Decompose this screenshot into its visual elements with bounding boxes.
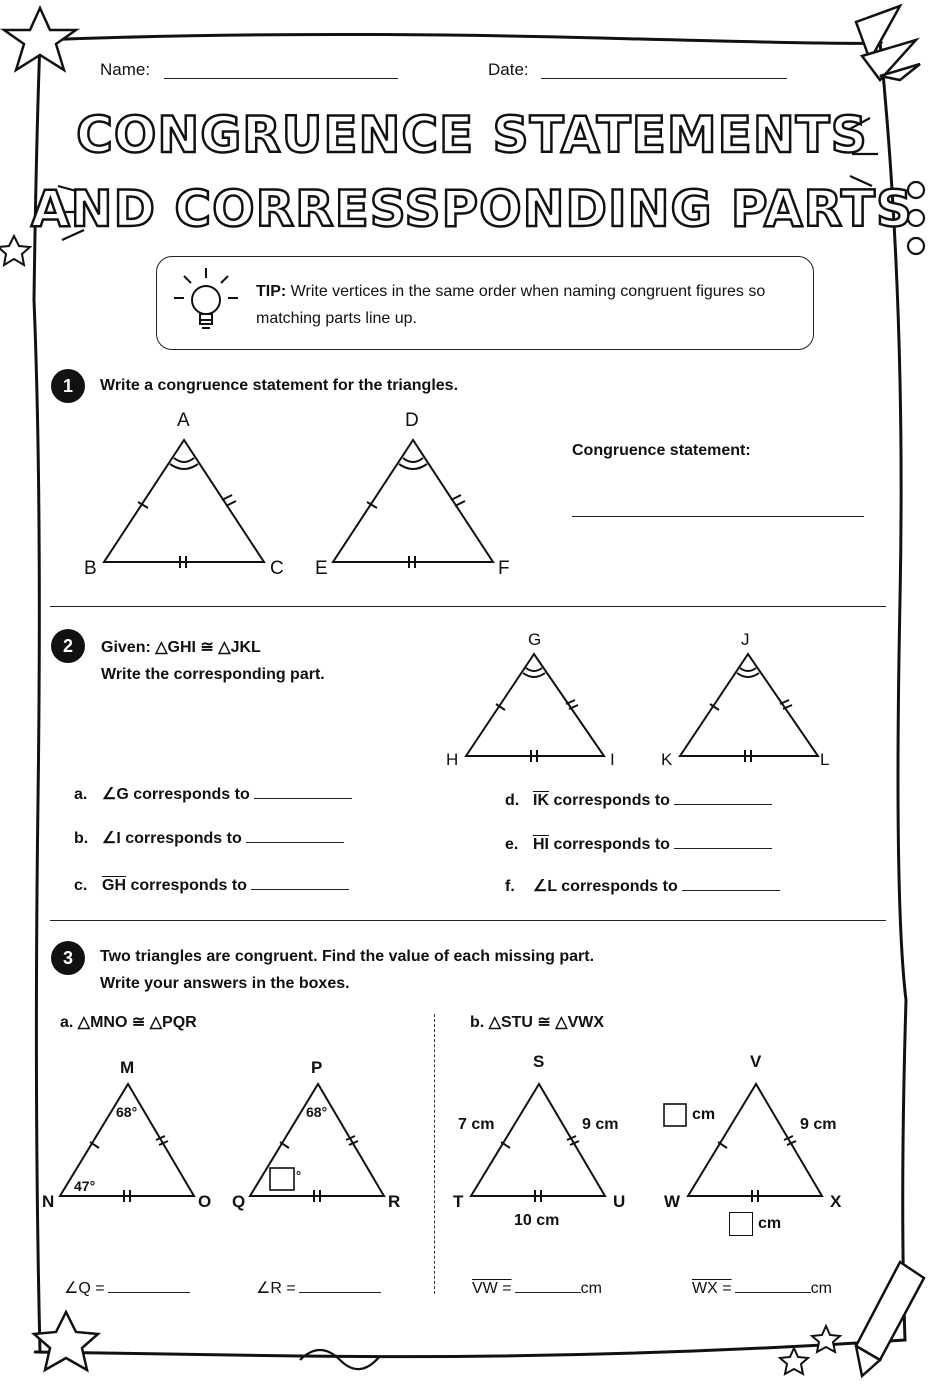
pencil-doodle [856,1262,924,1376]
vertex-s: S [533,1052,545,1071]
divider [50,920,886,921]
item-d: d. $\overline{IK}$ corresponds to [505,790,772,810]
vertex-r: R [388,1192,401,1211]
vertex-c: C [270,558,284,579]
answer-vw: VW = cm [472,1280,602,1297]
vertex-v: V [750,1052,762,1071]
question-1-number: 1 [51,369,85,403]
name-field[interactable] [164,78,398,79]
vertex-q: Q [232,1192,246,1211]
date-label: Date: [488,60,529,79]
vertex-d: D [405,410,419,431]
side-vx-value: 9 cm [800,1116,837,1133]
answer-angle-r-field[interactable] [299,1278,381,1293]
vertex-j: J [741,630,750,649]
vertex-a: A [177,410,190,431]
page-title-line2: AND CORRESSPONDING PARTS [30,180,914,238]
vertex-k: K [661,750,673,769]
side-st-value: 7 cm [458,1116,495,1133]
vertex-w: W [664,1192,681,1211]
vertex-g: G [528,630,542,649]
answer-vw-field[interactable] [515,1278,581,1293]
part-b-label: b. △STU ≅ △VWX [470,1014,605,1031]
item-b: b. ∠I corresponds to [74,828,344,848]
part-a-label: a. △MNO ≅ △PQR [60,1014,197,1031]
answer-field-c[interactable] [251,875,349,890]
question-2-triangles [440,630,850,780]
question-2-prompt: Write the corresponding part. [101,666,325,683]
vertex-o: O [198,1192,212,1211]
answer-field-d[interactable] [674,790,772,805]
angle-q-answer-box[interactable] [270,1168,294,1190]
vertex-x: X [830,1192,842,1211]
side-vw-unit: cm [692,1106,716,1123]
answer-angle-r: ∠R = [256,1278,381,1298]
vertex-i: I [610,750,615,769]
item-c: c. $\overline{GH}$ corresponds to [74,875,349,895]
date-field[interactable] [541,78,787,79]
question-3-number: 3 [51,941,85,975]
angle-m-value: 68° [116,1104,138,1120]
answer-angle-q: ∠Q = [64,1278,190,1298]
vertex-b: B [84,558,97,579]
answer-field-b[interactable] [246,828,344,843]
angle-n-value: 47° [74,1178,96,1194]
angle-p-value: 68° [306,1104,328,1120]
vertex-u: U [613,1192,626,1211]
tip-text: TIP: Write vertices in the same order when naming congruent figures so matching parts line up. [256,283,766,327]
vertex-n: N [42,1192,55,1211]
vertex-l: L [820,750,830,769]
vertex-m: M [120,1058,135,1077]
answer-field-a[interactable] [254,784,352,799]
vertex-h: H [446,750,459,769]
answer-wx: WX = cm [692,1280,832,1297]
congruence-statement-field[interactable] [572,516,864,517]
side-tu-value: 10 cm [514,1212,560,1229]
degree-mark: ° [296,1168,302,1183]
question-3-prompt-line1: Two triangles are congruent. Find the value of each missing part. [100,948,595,965]
question-1-prompt: Write a congruence statement for the triangles. [100,377,459,394]
vertex-t: T [453,1192,464,1211]
question-2-given: Given: △GHI ≅ △JKL [101,639,261,656]
question-3-triangles [40,1070,920,1210]
name-label: Name: [100,60,151,79]
question-1-triangles [60,400,540,590]
answer-angle-q-field[interactable] [108,1278,190,1293]
congruence-statement-label: Congruence statement: [572,442,751,459]
divider [50,606,886,607]
question-2-number: 2 [51,629,85,663]
vertex-f: F [498,558,510,579]
vertex-p: P [311,1058,323,1077]
side-wx-answer-box[interactable] [729,1212,753,1236]
side-su-value: 9 cm [582,1116,619,1133]
side-wx-unit: cm [758,1215,782,1232]
vertex-e: E [315,558,328,579]
page-title-line1: CONGRUENCE STATEMENTS [76,106,868,164]
item-a: a. ∠G corresponds to [74,784,352,804]
answer-field-e[interactable] [674,834,772,849]
answer-wx-field[interactable] [735,1278,811,1293]
item-f: f. ∠L corresponds to [505,876,780,896]
answer-field-f[interactable] [682,876,780,891]
side-vw-answer-box[interactable] [664,1104,686,1126]
question-3-prompt-line2: Write your answers in the boxes. [100,975,350,992]
item-e: e. $\overline{HI}$ corresponds to [505,834,772,854]
lightbulb-icon [170,262,242,344]
